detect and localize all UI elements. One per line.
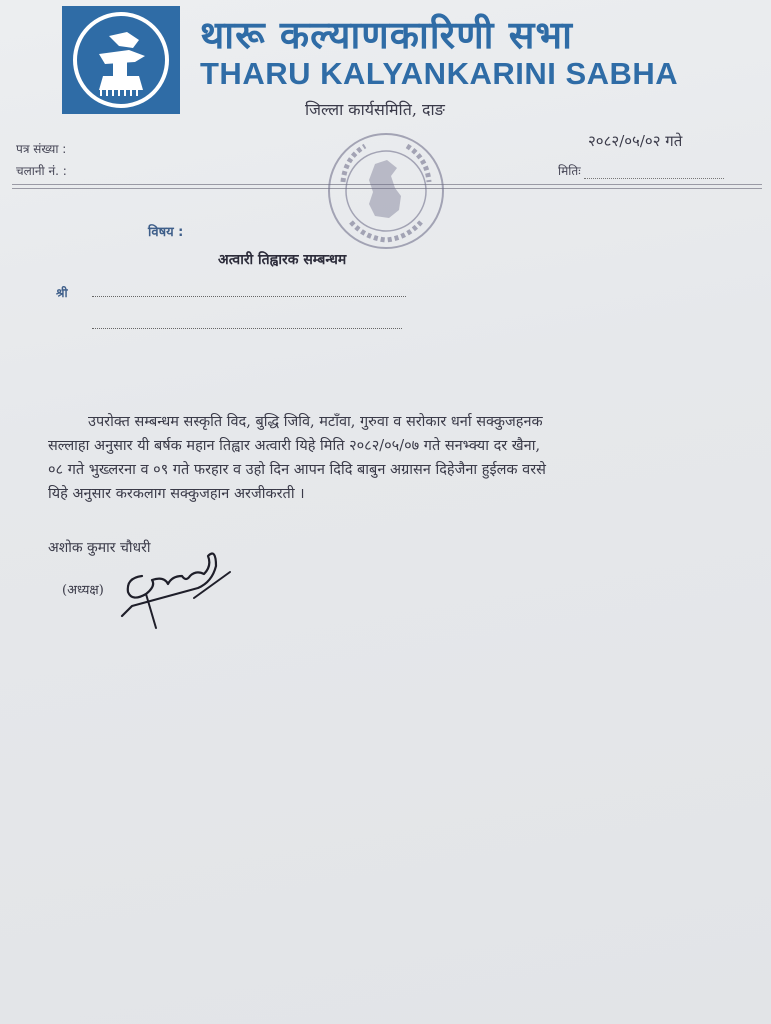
letter-number-field — [16, 140, 66, 157]
letter-body — [48, 410, 738, 506]
signer-name: अशोक कुमार चौधरी — [48, 540, 151, 556]
body-line-3: ०८ गते भुख्लरना व ०९ गते फरहार व उहो दिन आपन दिदि बाबुन अग्रासन दिहेजैना हुईलक वरसे — [48, 462, 546, 478]
organization-seal-icon — [325, 130, 447, 252]
organization-name-nepali: थारू कल्याणकारिणी सभा — [200, 13, 573, 57]
letter-number-label: पत्र संख्या : — [16, 142, 67, 156]
body-line-4: यिहे अनुसार करकलाग सक्कुजहान अरजीकरती । — [48, 486, 305, 502]
recipient-label: श्री — [56, 286, 68, 300]
organization-name-english: THARU KALYANKARINI SABHA — [200, 56, 679, 91]
recipient-dotted-line-1 — [92, 288, 406, 297]
date-dotted-line — [584, 178, 724, 179]
body-line-1: उपरोक्त सम्बन्धम सस्कृति विद, बुद्धि जिवि, मटाँवा, गुरुवा व सरोकार धर्ना सक्कुजहनक — [88, 414, 543, 430]
organization-logo — [62, 6, 180, 114]
tharu-emblem-icon — [69, 10, 173, 110]
signature-icon — [112, 536, 237, 632]
district-office: जिल्ला कार्यसमिति, दाङ — [305, 100, 445, 119]
written-date: २०८२/०५/०२ गते — [588, 132, 683, 150]
body-line-2: सल्लाहा अनुसार यी बर्षक महान तिह्वार अत्वारी यिहे मिति २०८२/०५/०७ गते सनभ्क्या दर खैना, — [48, 438, 541, 454]
recipient-dotted-line-2 — [92, 320, 402, 329]
dispatch-number-field — [16, 162, 67, 179]
date-field — [558, 162, 724, 179]
signer-title: (अध्यक्ष) — [62, 583, 104, 598]
date-label: मितिः — [558, 164, 581, 178]
subject-text: अत्वारी तिह्वारक सम्बन्धम — [218, 252, 347, 268]
dispatch-number-label: चलानी नं. : — [16, 164, 67, 178]
subject-label: विषय : — [148, 225, 184, 240]
